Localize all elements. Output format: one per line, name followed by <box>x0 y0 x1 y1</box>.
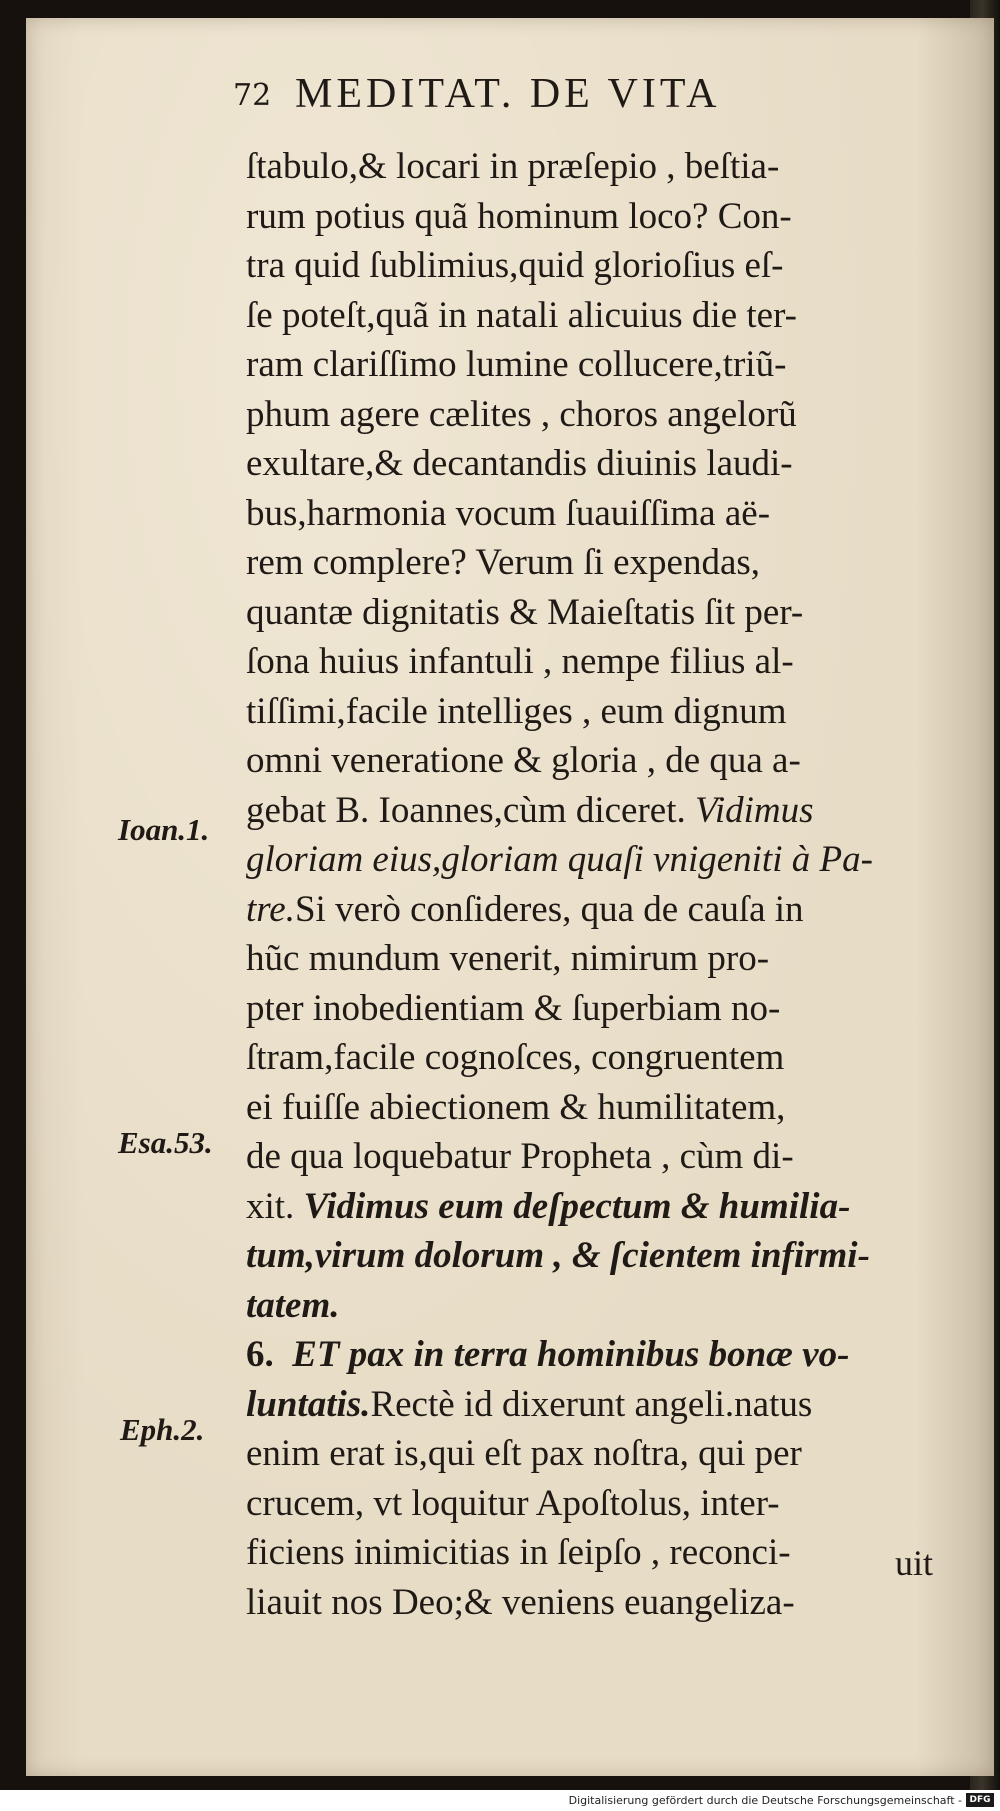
quote-run: Vidimus <box>694 789 814 831</box>
funding-credit: Digitalisierung gefördert durch die Deutsche Forschungsgemeinschaft - <box>568 1794 962 1807</box>
margin-note-esa: Esa.53. <box>118 1125 213 1160</box>
body-text <box>246 142 956 1627</box>
quote-run: tatem. <box>246 1284 340 1326</box>
text-line: ſona huius infantuli , nempe filius al- <box>246 641 794 682</box>
text-line: crucem, vt loquitur Apoſtolus, inter- <box>246 1482 780 1524</box>
text-line <box>246 1380 956 1430</box>
quote-run: ET pax in terra hominibus bonæ vo- <box>292 1334 850 1375</box>
page-header <box>233 70 793 126</box>
text-line: exultare,& decantandis diuinis laudi- <box>246 443 793 484</box>
text-line: tra quid ſublimius,quid glorioſius eſ- <box>246 245 784 286</box>
text-line <box>246 1330 956 1380</box>
text-run: Si verò conſideres, qua de cauſa in <box>294 888 804 930</box>
quote-run: gloriam eius,gloriam quaſi vnigeniti à Pa- <box>246 839 873 880</box>
quote-run: tre. <box>246 888 295 930</box>
text-line <box>246 786 956 836</box>
text-line: ſe poteſt,quã in natali alicuius die ter- <box>246 294 797 336</box>
margin-note-eph: Eph.2. <box>120 1412 205 1447</box>
text-line: phum agere cælites , choros angelorũ <box>246 393 797 435</box>
text-line <box>246 1281 956 1331</box>
text-run: gebat B. Ioannes,cùm diceret. <box>246 789 686 831</box>
text-line: rum potius quã hominum loco? Con- <box>246 195 792 237</box>
text-line: bus,harmonia vocum ſuauiſſima aë- <box>246 492 771 534</box>
text-line: ſtabulo,& locari in præſepio , beſtia- <box>246 146 780 187</box>
text-run: Rectè id dixerunt angeli.natus <box>370 1383 813 1425</box>
text-line: omni veneratione & gloria , de qua a- <box>246 740 801 781</box>
quote-run: tum,virum dolorum , & ſcientem infirmi- <box>246 1235 870 1276</box>
quote-run: luntatis. <box>246 1383 371 1425</box>
text-line: ſtram,facile cognoſces, congruentem <box>246 1037 785 1078</box>
text-line <box>246 1231 956 1281</box>
dfg-logo: DFG <box>966 1793 994 1807</box>
text-line: quantæ dignitatis & Maieſtatis ſit per- <box>246 591 804 633</box>
text-line <box>246 835 956 885</box>
margin-note-ioan: Ioan.1. <box>118 812 210 847</box>
text-line: de qua loquebatur Propheta , cùm di- <box>246 1136 794 1177</box>
page-number: 72 <box>233 78 272 113</box>
text-line: enim erat is,qui eſt pax noſtra, qui per <box>246 1433 802 1474</box>
running-title: MEDITAT. DE VITA <box>295 71 721 117</box>
text-line: ram clariſſimo lumine collucere,triũ- <box>246 344 787 385</box>
text-line: ei fuiſſe abiectionem & humilitatem, <box>246 1086 786 1128</box>
text-line: liauit nos Deo;& veniens euangeliza- <box>246 1581 795 1623</box>
text-run: xit. <box>246 1185 295 1227</box>
text-line: hũc mundum venerit, nimirum pro- <box>246 938 770 979</box>
text-line <box>246 1182 956 1232</box>
text-line: pter inobedientiam & ſuperbiam no- <box>246 987 781 1029</box>
digitization-footer <box>0 1790 1000 1811</box>
text-line: ficiens inimicitias in ſeipſo , reconci- <box>246 1532 791 1573</box>
quote-run: Vidimus eum deſpectum & humilia- <box>303 1185 851 1227</box>
paragraph-number: 6. <box>246 1334 274 1375</box>
text-line: rem complere? Verum ſi expendas, <box>246 542 761 583</box>
text-line <box>246 885 956 935</box>
text-line: tiſſimi,facile intelliges , eum dignum <box>246 690 787 732</box>
catchword: uit <box>895 1543 934 1583</box>
